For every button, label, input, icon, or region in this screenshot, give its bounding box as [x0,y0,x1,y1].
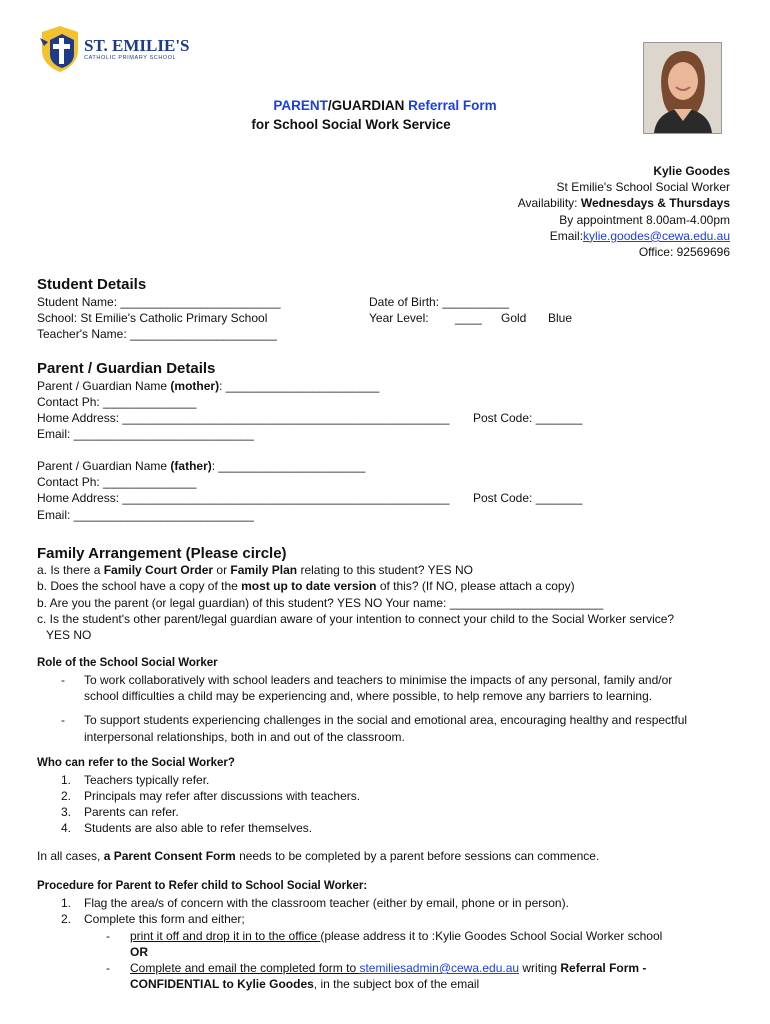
family-question-c: c. Is the student's other parent/legal guardian aware of your intention to connect your child to the Social Worker service? [37,612,675,626]
role-bullet-1-line2: school difficulties a child may be experiencing and, where possible, to help remove any barriers to learning. [84,689,653,703]
father-email-field[interactable]: Email: ___________________________ [37,508,254,522]
procedure-num: 2. [61,912,72,926]
teacher-name-field[interactable]: Teacher's Name: ______________________ [37,327,277,341]
role-heading: Role of the School Social Worker [37,657,218,669]
page-title: PARENT/GUARDIAN Referral Form [273,98,497,113]
role-bullet-2-line2: interpersonal relationships, both in and out of the classroom. [84,730,405,744]
procedure-or: OR [130,945,148,959]
who-num: 2. [61,789,72,803]
contact-name: Kylie Goodes [653,164,730,178]
contact-appointment: By appointment 8.00am-4.00pm [559,212,730,227]
consent-note: In all cases, a Parent Consent Form needs to be completed by a parent before sessions can commence. [37,849,600,863]
email-option-link[interactable]: Complete and email the completed form to [130,961,360,975]
mother-email-field[interactable]: Email: ___________________________ [37,427,254,441]
contact-office: Office: 92569696 [638,245,730,260]
procedure-step-1: Flag the area/s of concern with the classroom teacher (either by email, phone or in person). [84,896,569,910]
who-item: Parents can refer. [84,805,179,819]
page-subtitle: for School Social Work Service [251,117,451,132]
family-arrangement-heading: Family Arrangement (Please circle) [37,545,287,562]
father-postcode-field[interactable]: Post Code: _______ [473,491,583,505]
procedure-num: 1. [61,896,72,910]
who-item: Students are also able to refer themselves. [84,821,313,835]
family-question-c-answers[interactable]: YES NO [46,628,92,642]
procedure-option-2-line2: CONFIDENTIAL to Kylie Goodes, in the subject box of the email [130,977,480,991]
contact-email-line: Email:kylie.goodes@cewa.edu.au [549,228,730,243]
who-num: 1. [61,773,72,787]
procedure-heading: Procedure for Parent to Refer child to School Social Worker: [37,880,368,892]
role-bullet-dash: - [61,713,65,727]
procedure-option-1: print it off and drop it in to the office (please address it to :Kylie Goodes School Social Worker school [130,929,663,943]
role-bullet-2-line1: To support students experiencing challenges in the social and emotional area, encouraging healthy and respectful [84,713,688,727]
role-bullet-dash: - [61,673,65,687]
father-contact-field[interactable]: Contact Ph: ______________ [37,475,197,489]
year-level-label: Year Level: [369,311,429,325]
logo-subtitle: CATHOLIC PRIMARY SCHOOL [84,55,177,61]
family-question-a[interactable]: a. Is there a Family Court Order or Family Plan relating to this student? YES NO [37,563,473,577]
who-heading: Who can refer to the Social Worker? [37,757,235,769]
father-address-field[interactable]: Home Address: _________________________________________________ [37,491,450,505]
admin-email-link[interactable]: stemiliesadmin@cewa.edu.au [359,961,520,975]
mother-name-field[interactable]: Parent / Guardian Name (mother): _______________________ [37,379,380,393]
year-option-gold[interactable]: Gold [501,311,527,325]
who-num: 4. [61,821,72,835]
family-question-b: b. Does the school have a copy of the most up to date version of this? (If NO, please attach a copy) [37,579,575,593]
school-logo [38,24,190,76]
who-item: Principals may refer after discussions with teachers. [84,789,361,803]
school-name: School: St Emilie's Catholic Primary School [37,311,268,325]
procedure-option-dash: - [106,961,110,975]
print-option-link[interactable]: print it off and drop it in to the office [130,929,321,943]
logo-name: ST. EMILIE'S [84,36,190,55]
family-question-parent[interactable]: b. Are you the parent (or legal guardian) of this student? YES NO Your name: _______________________ [37,596,604,610]
father-name-field[interactable]: Parent / Guardian Name (father): ______________________ [37,459,366,473]
parent-details-heading: Parent / Guardian Details [37,360,216,377]
year-level-field[interactable]: ____ [455,311,482,325]
contact-availability: Availability: Wednesdays & Thursdays [517,196,730,211]
mother-contact-field[interactable]: Contact Ph: ______________ [37,395,197,409]
who-num: 3. [61,805,72,819]
student-name-field[interactable]: Student Name: ________________________ [37,295,281,309]
procedure-option-2: Complete and email the completed form to stemiliesadmin@cewa.edu.au writing Referral Form - [130,961,647,975]
mother-address-field[interactable]: Home Address: _________________________________________________ [37,411,450,425]
contact-role: St Emilie's School Social Worker [556,180,730,195]
contact-block [518,163,730,260]
who-item: Teachers typically refer. [84,773,210,787]
year-option-blue[interactable]: Blue [548,311,573,325]
crest-icon [38,24,82,74]
procedure-option-dash: - [106,929,110,943]
contact-email-link[interactable]: kylie.goodes@cewa.edu.au [583,228,730,243]
procedure-step-2: Complete this form and either; [84,912,245,926]
mother-postcode-field[interactable]: Post Code: _______ [473,411,583,425]
dob-field[interactable]: Date of Birth: __________ [369,295,510,309]
role-bullet-1-line1: To work collaboratively with school leaders and teachers to minimise the impacts of any personal, family and/or [84,673,673,687]
student-details-heading: Student Details [37,276,147,293]
